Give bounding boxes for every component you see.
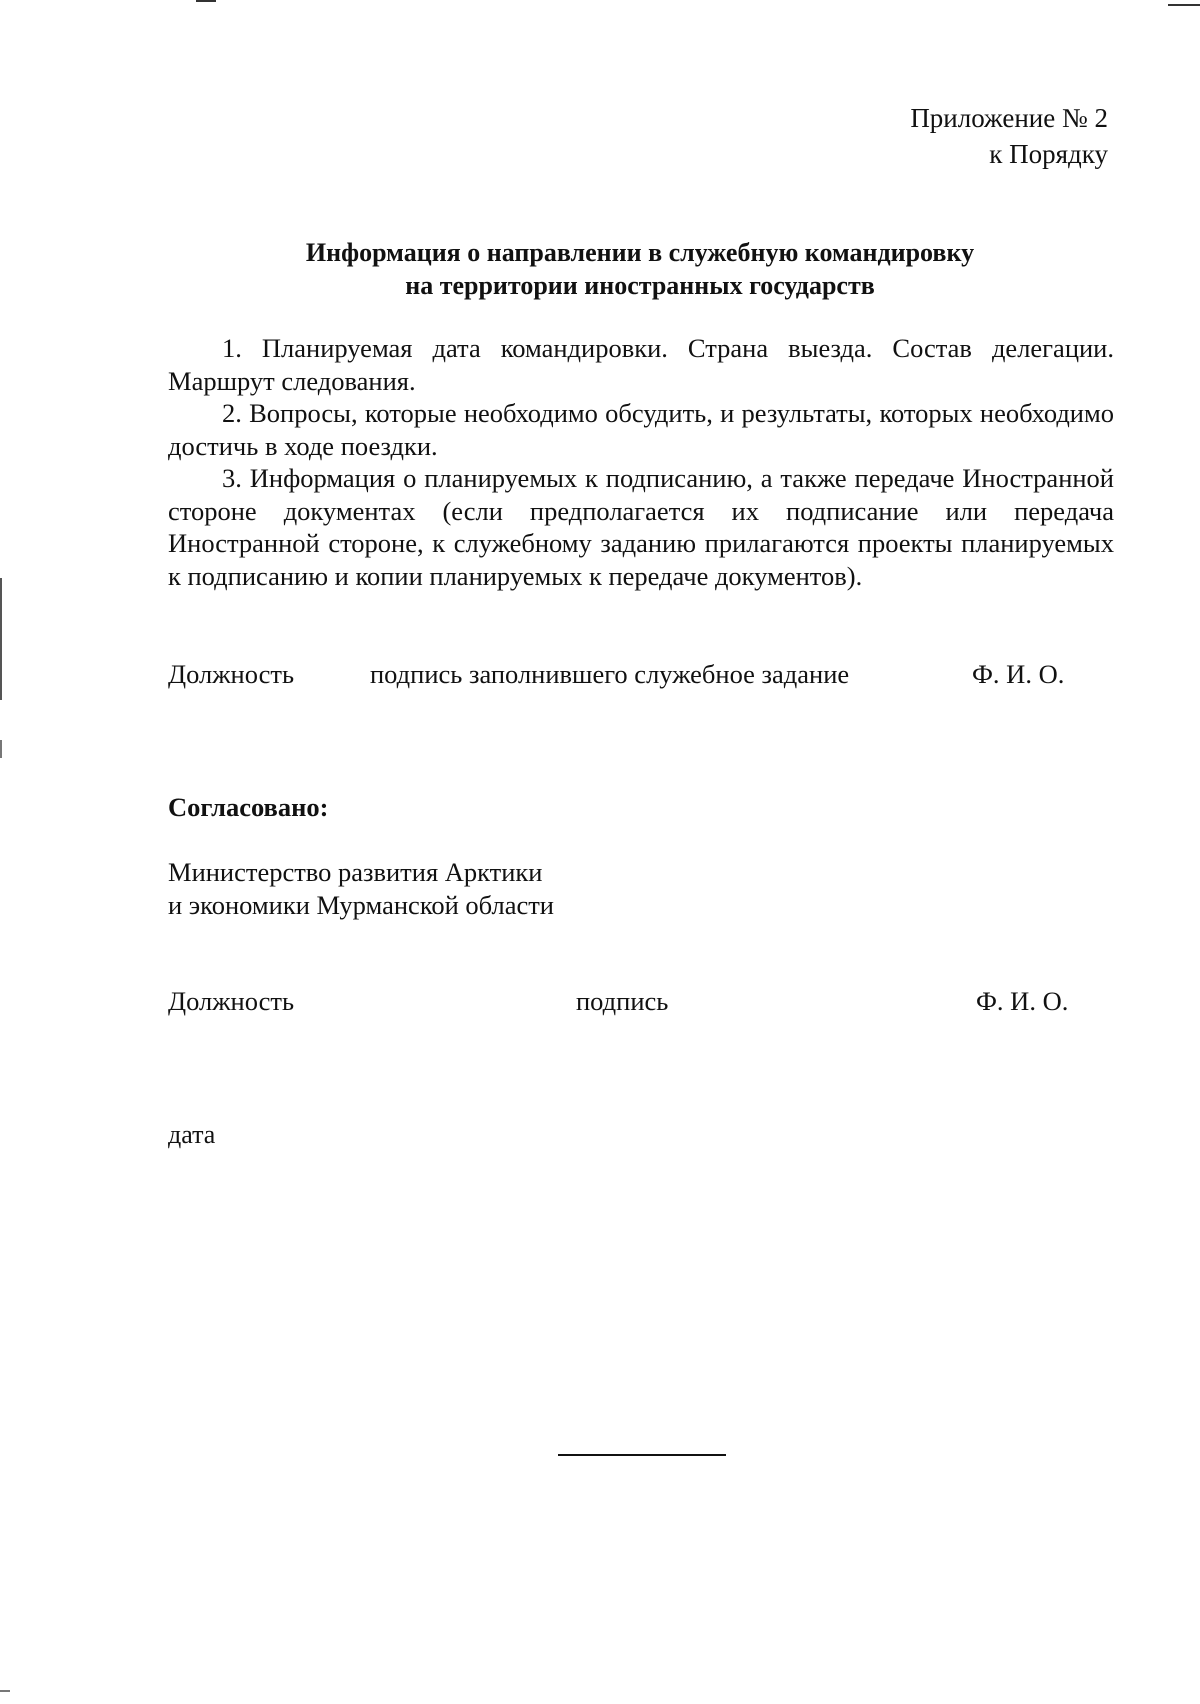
title-line-1: Информация о направлении в служебную командировку bbox=[305, 238, 975, 267]
agreed-name-label: Ф. И. О. bbox=[976, 986, 1069, 1016]
end-of-document-rule bbox=[558, 1454, 726, 1456]
title-line-2: на территории иностранных государств bbox=[405, 271, 875, 300]
date-label: дата bbox=[168, 1120, 216, 1149]
document-body bbox=[168, 332, 1114, 592]
ministry-name bbox=[168, 856, 554, 922]
appendix-reference bbox=[910, 100, 1108, 172]
filler-position-label: Должность bbox=[168, 659, 295, 689]
body-item-1: 1. Планируемая дата командировки. Страна выезда. Состав делегации. Маршрут следования. bbox=[168, 333, 1114, 396]
body-item-3: 3. Информация о планируемых к подписанию, а также передаче Иностранной стороне документах (если предполагается их подписание или передача Иностранной стороне, к служебному заданию прилагаются проекты планируемых к подписанию и копии планируемых к передаче документов). bbox=[168, 463, 1114, 591]
agreed-heading: Согласовано: bbox=[168, 792, 329, 822]
filler-signature-label: подпись заполнившего служебное задание bbox=[370, 659, 850, 689]
scan-artifact-bottom-left bbox=[0, 1690, 10, 1692]
agreed-position-label: Должность bbox=[168, 986, 295, 1016]
appendix-number: Приложение № 2 bbox=[910, 103, 1108, 133]
ministry-line-2: и экономики Мурманской области bbox=[168, 890, 554, 920]
appendix-to-order: к Порядку bbox=[989, 139, 1108, 169]
ministry-line-1: Министерство развития Арктики bbox=[168, 857, 543, 887]
scan-artifact-left-edge bbox=[0, 578, 2, 700]
body-item-2: 2. Вопросы, которые необходимо обсудить, и результаты, которых необходимо достичь в ходе поездки. bbox=[168, 398, 1114, 461]
scan-artifact-left-mark bbox=[0, 740, 2, 758]
filler-name-label: Ф. И. О. bbox=[972, 659, 1065, 689]
document-title bbox=[170, 236, 1110, 302]
agreed-signature-label: подпись bbox=[576, 986, 669, 1016]
scan-artifact-top-right bbox=[1168, 4, 1200, 6]
scan-artifact-top-left bbox=[196, 0, 216, 2]
